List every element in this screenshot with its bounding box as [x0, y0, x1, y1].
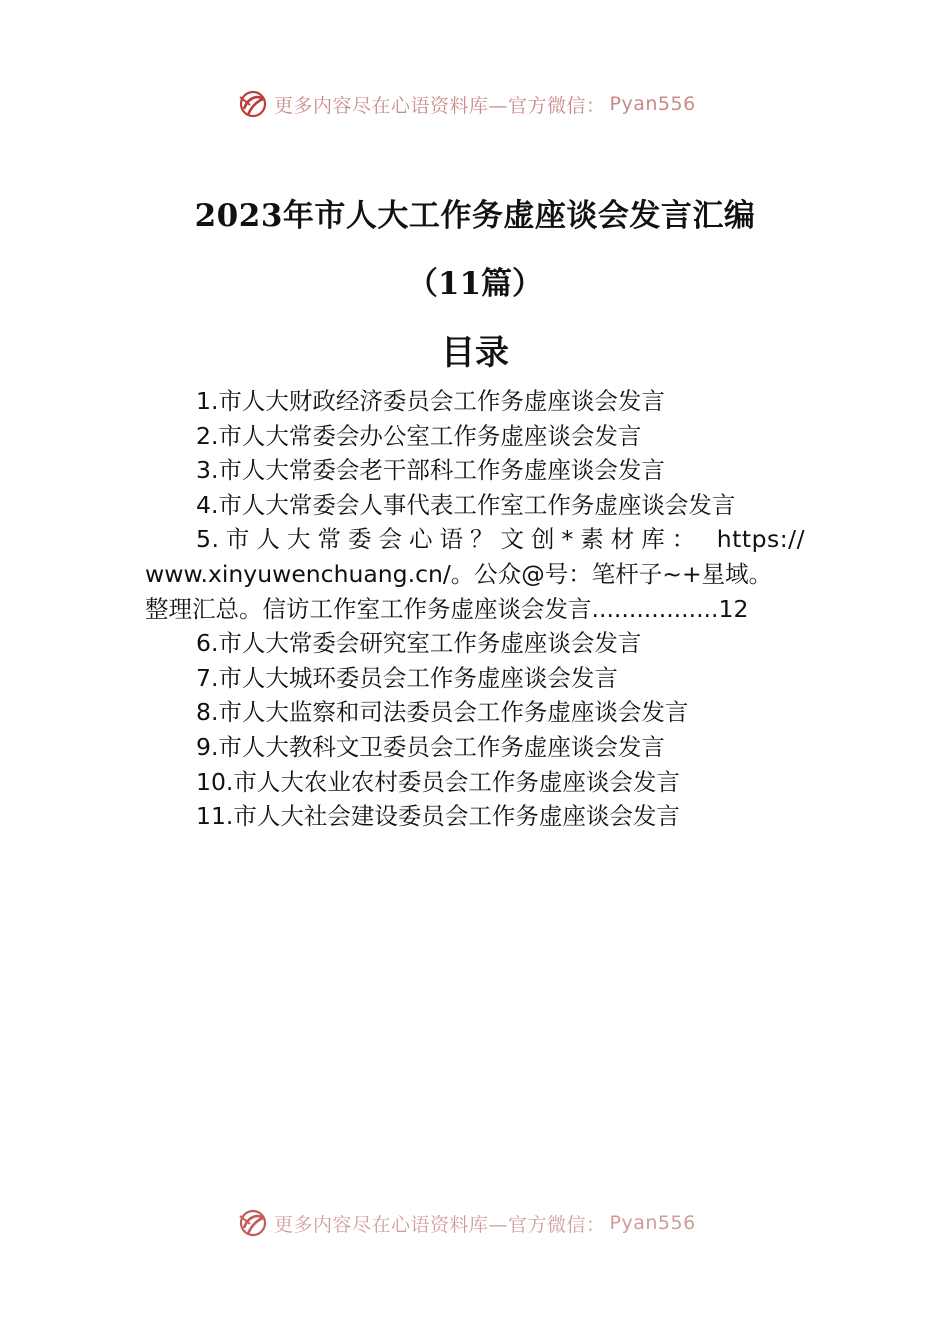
toc-item[interactable]: 11.市人大社会建设委员会工作务虚座谈会发言 — [196, 802, 680, 831]
toc-item-5-text: 整理汇总。信访工作室工作务虚座谈会发言 — [145, 594, 592, 623]
toc-item[interactable]: 6.市人大常委会研究室工作务虚座谈会发言 — [196, 629, 642, 658]
toc-item[interactable]: 9.市人大教科文卫委员会工作务虚座谈会发言 — [196, 732, 665, 761]
toc-item-5-line1: 5.市人大常委会心语？文创*素材库： https:// — [196, 525, 805, 554]
toc-item[interactable]: 1.市人大财政经济委员会工作务虚座谈会发言 — [196, 387, 665, 415]
toc-heading: 目录 — [441, 333, 509, 373]
toc-leader-dots: ................. — [591, 594, 719, 623]
toc-page-number: 12 — [718, 594, 749, 623]
watermark-text: 更多内容尽在心语资料库—官方微信： — [274, 94, 606, 117]
watermark-wechat-id: Pyan556 — [609, 1212, 696, 1234]
toc-item-5-line2: www.xinyuwenchuang.cn/。公众@号：笔杆子~+星域。 — [145, 559, 773, 588]
table-of-contents — [145, 384, 805, 834]
pen-swirl-logo-icon — [236, 1206, 270, 1240]
toc-item[interactable]: 8.市人大监察和司法委员会工作务虚座谈会发言 — [196, 698, 689, 727]
toc-item[interactable]: 2.市人大常委会办公室工作务虚座谈会发言 — [196, 421, 642, 450]
watermark-banner-bottom — [236, 1203, 696, 1243]
watermark-banner-top — [236, 84, 696, 124]
document-title: 2023年市人大工作务虚座谈会发言汇编 — [194, 198, 756, 234]
watermark-text: 更多内容尽在心语资料库—官方微信： — [274, 1213, 606, 1236]
toc-item[interactable]: 3.市人大常委会老干部科工作务虚座谈会发言 — [196, 456, 665, 485]
toc-item[interactable]: 7.市人大城环委员会工作务虚座谈会发言 — [196, 663, 618, 692]
toc-item-5-line3 — [145, 592, 805, 627]
toc-item[interactable]: 4.市人大常委会人事代表工作室工作务虚座谈会发言 — [196, 490, 736, 519]
toc-item[interactable]: 10.市人大农业农村委员会工作务虚座谈会发言 — [196, 767, 680, 796]
toc-item-5[interactable] — [145, 522, 805, 626]
watermark-wechat-id: Pyan556 — [609, 93, 696, 115]
document-subtitle: （11篇） — [406, 266, 544, 302]
pen-swirl-logo-icon — [236, 87, 270, 121]
